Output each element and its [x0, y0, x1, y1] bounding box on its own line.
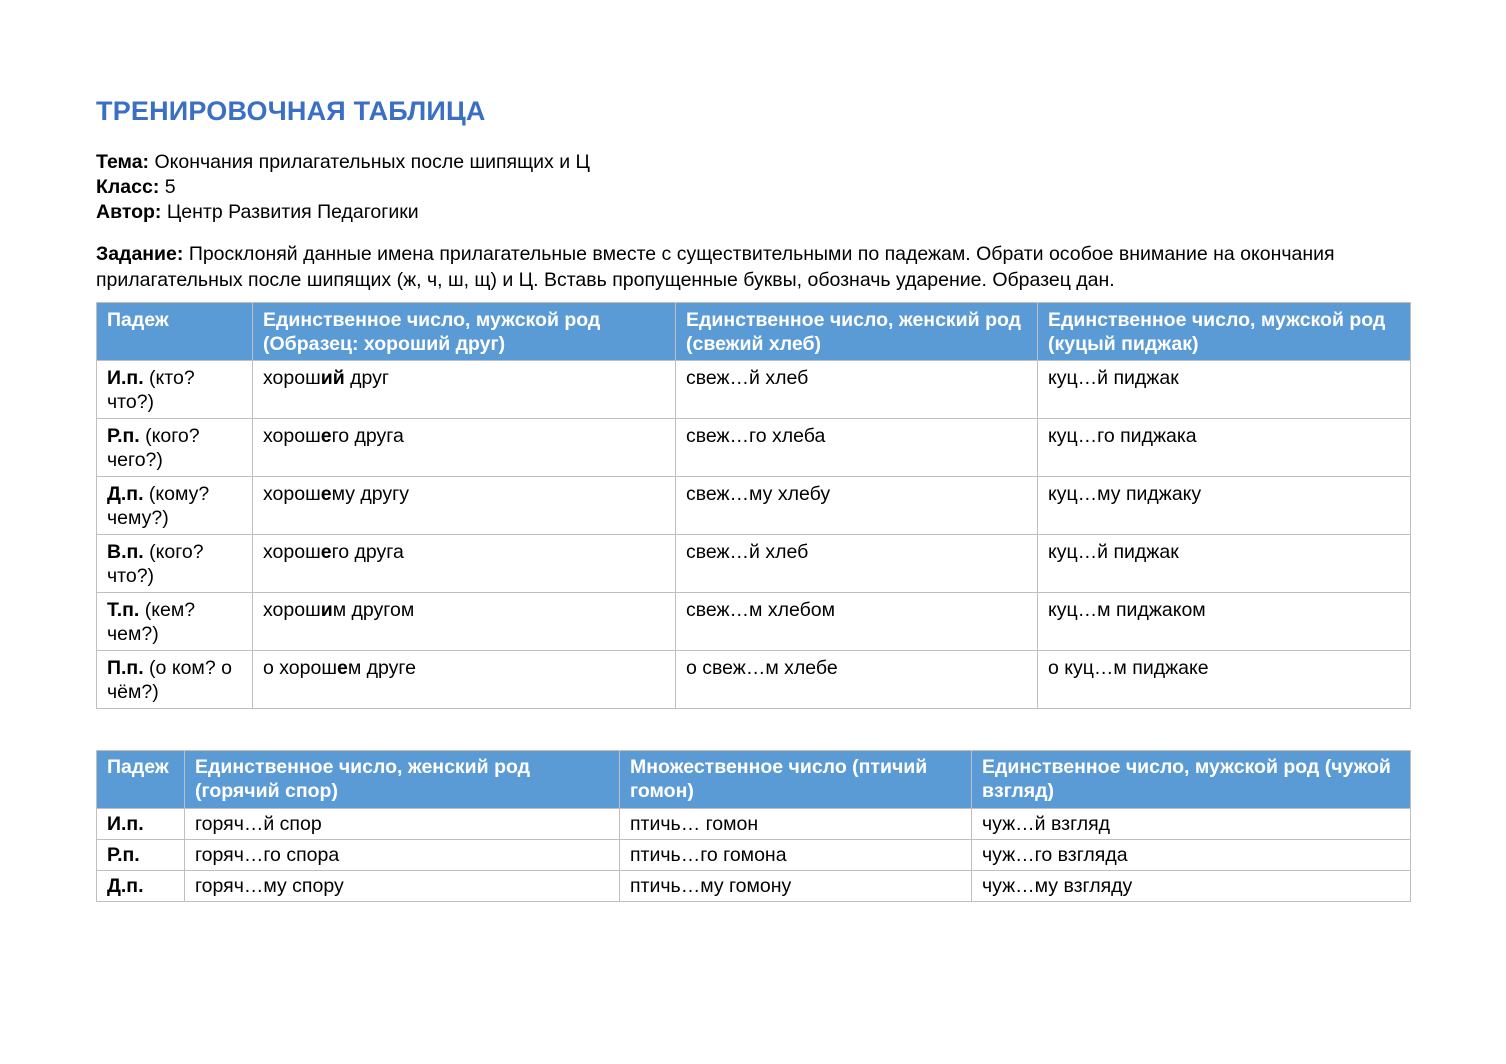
author-value: Центр Развития Педагогики — [166, 201, 419, 223]
case-abbr: Т.п. — [107, 599, 140, 621]
case-question: (кому? чему?) — [107, 483, 210, 529]
sample-cell — [253, 419, 676, 477]
header-sample: Единственное число, мужской род (Образец: хороший друг) — [253, 303, 676, 361]
case-cell — [97, 477, 253, 535]
exercise-text: свеж…м хлебом — [686, 599, 836, 621]
feminine-cell — [676, 593, 1038, 651]
masculine-cell — [1038, 361, 1411, 419]
exercise-text: чуж…й взгляд — [982, 813, 1111, 835]
sample-ending: е — [320, 483, 332, 505]
exercise-text: куц…й пиджак — [1048, 541, 1179, 563]
sample-cell — [253, 535, 676, 593]
exercise-text: о куц…м пиджаке — [1048, 657, 1209, 679]
class-line — [96, 175, 590, 200]
feminine-cell — [676, 477, 1038, 535]
task-label: Задание: — [96, 243, 184, 265]
table-row — [97, 809, 1411, 840]
table-row — [97, 593, 1411, 651]
table-header-row — [97, 303, 1411, 361]
case-cell — [97, 361, 253, 419]
case-cell — [97, 419, 253, 477]
exercise-text: о свеж…м хлебе — [686, 657, 838, 679]
case-cell — [97, 535, 253, 593]
task-text: Просклоняй данные имена прилагательные вместе с существительными по падежам. Обрати особое внимание на окончания прилагательных после шипящих (ж, ч, ш, щ) и Ц. Вставь пропущенные буквы, обозначь ударение. Образец дан. — [96, 243, 1335, 291]
sample-stem: о хорош — [263, 657, 337, 679]
table-row — [97, 535, 1411, 593]
sample-rest: м друге — [347, 657, 416, 679]
declension-table-1 — [96, 302, 1411, 709]
feminine-cell — [676, 361, 1038, 419]
case-cell — [97, 593, 253, 651]
task-paragraph — [96, 241, 1416, 293]
case-cell — [97, 871, 185, 902]
sample-cell — [253, 477, 676, 535]
case-abbr: Д.п. — [107, 875, 144, 897]
header-masculine: Единственное число, мужской род (куцый пиджак) — [1038, 303, 1411, 361]
feminine-cell — [185, 809, 620, 840]
exercise-text: горяч…му спору — [195, 875, 344, 897]
case-abbr: И.п. — [107, 813, 144, 835]
masculine-cell — [1038, 419, 1411, 477]
sample-rest: го друга — [331, 541, 404, 563]
case-abbr: Д.п. — [107, 483, 144, 505]
sample-ending: е — [336, 657, 348, 679]
case-question: (кого? чего?) — [107, 425, 200, 471]
topic-line — [96, 150, 590, 175]
exercise-text: свеж…го хлеба — [686, 425, 826, 447]
feminine-cell — [676, 419, 1038, 477]
exercise-text: свеж…му хлебу — [686, 483, 831, 505]
feminine-cell — [185, 840, 620, 871]
table-row — [97, 871, 1411, 902]
header-case: Падеж — [97, 751, 185, 809]
exercise-text: чуж…му взгляду — [982, 875, 1133, 897]
case-question: (о ком? о чём?) — [107, 657, 232, 703]
table-row — [97, 840, 1411, 871]
masculine-cell — [1038, 651, 1411, 709]
header-feminine: Единственное число, женский род (горячий спор) — [185, 751, 620, 809]
sample-cell — [253, 361, 676, 419]
sample-ending: и — [320, 599, 333, 621]
table-row — [97, 477, 1411, 535]
header-plural: Множественное число (птичий гомон) — [620, 751, 972, 809]
case-question: (кто? что?) — [107, 367, 195, 413]
topic-label: Тема: — [96, 151, 150, 173]
sample-stem: хорош — [263, 541, 321, 563]
exercise-text: чуж…го взгляда — [982, 844, 1128, 866]
masculine-cell — [972, 871, 1411, 902]
exercise-text: птичь…му гомону — [630, 875, 792, 897]
sample-stem: хорош — [263, 599, 321, 621]
masculine-cell — [972, 840, 1411, 871]
exercise-text: горяч…й спор — [195, 813, 322, 835]
case-abbr: И.п. — [107, 367, 144, 389]
sample-stem: хорош — [263, 367, 321, 389]
header-masculine: Единственное число, мужской род (чужой взгляд) — [972, 751, 1411, 809]
case-cell — [97, 840, 185, 871]
masculine-cell — [1038, 593, 1411, 651]
sample-rest: м другом — [332, 599, 415, 621]
feminine-cell — [185, 871, 620, 902]
case-cell — [97, 651, 253, 709]
exercise-text: куц…му пиджаку — [1048, 483, 1202, 505]
author-label: Автор: — [96, 201, 162, 223]
case-question: (кого? что?) — [107, 541, 204, 587]
exercise-text: куц…го пиджака — [1048, 425, 1197, 447]
class-value: 5 — [164, 176, 176, 198]
case-abbr: В.п. — [107, 541, 144, 563]
sample-ending: е — [320, 541, 332, 563]
case-abbr: Р.п. — [107, 425, 140, 447]
plural-cell — [620, 840, 972, 871]
table-row — [97, 361, 1411, 419]
topic-value: Окончания прилагательных после шипящих и Ц — [154, 151, 590, 173]
feminine-cell — [676, 535, 1038, 593]
sample-rest: му другу — [331, 483, 409, 505]
exercise-text: свеж…й хлеб — [686, 541, 809, 563]
sample-stem: хорош — [263, 425, 321, 447]
sample-stem: хорош — [263, 483, 321, 505]
sample-rest: го друга — [331, 425, 404, 447]
plural-cell — [620, 871, 972, 902]
case-question: (кем? чем?) — [107, 599, 196, 645]
exercise-text: свеж…й хлеб — [686, 367, 809, 389]
class-label: Класс: — [96, 176, 160, 198]
page-title: ТРЕНИРОВОЧНАЯ ТАБЛИЦА — [96, 96, 486, 126]
masculine-cell — [1038, 477, 1411, 535]
declension-table-2 — [96, 750, 1411, 902]
header-feminine: Единственное число, женский род (свежий хлеб) — [676, 303, 1038, 361]
author-line — [96, 200, 590, 225]
feminine-cell — [676, 651, 1038, 709]
header-case: Падеж — [97, 303, 253, 361]
masculine-cell — [1038, 535, 1411, 593]
sample-cell — [253, 651, 676, 709]
exercise-text: горяч…го спора — [195, 844, 340, 866]
masculine-cell — [972, 809, 1411, 840]
sample-ending: ий — [320, 367, 345, 389]
exercise-text: куц…й пиджак — [1048, 367, 1179, 389]
plural-cell — [620, 809, 972, 840]
exercise-text: куц…м пиджаком — [1048, 599, 1206, 621]
case-abbr: П.п. — [107, 657, 144, 679]
table-header-row — [97, 751, 1411, 809]
table-row — [97, 419, 1411, 477]
sample-ending: е — [320, 425, 332, 447]
exercise-text: птичь…го гомона — [630, 844, 787, 866]
case-abbr: Р.п. — [107, 844, 140, 866]
sample-cell — [253, 593, 676, 651]
case-cell — [97, 809, 185, 840]
exercise-text: птичь… гомон — [630, 813, 759, 835]
sample-rest: друг — [344, 367, 389, 389]
document-meta — [96, 150, 590, 225]
table-row — [97, 651, 1411, 709]
